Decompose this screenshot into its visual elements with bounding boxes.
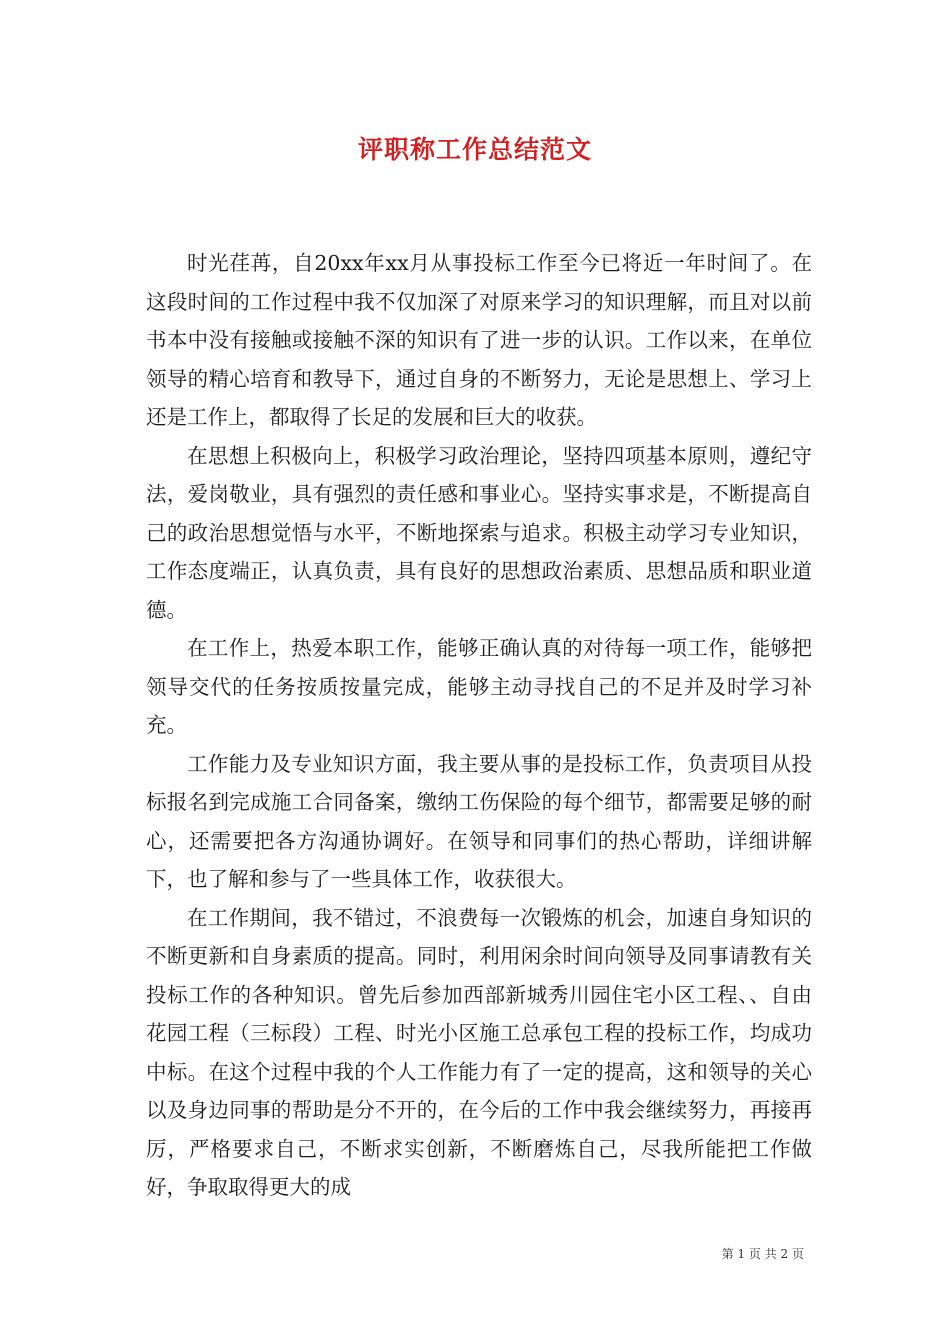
paragraph-4: 工作能力及专业知识方面，我主要从事的是投标工作，负责项目从投标报名到完成施工合同备案，缴纳工伤保险的每个细节，都需要足够的耐心，还需要把各方沟通协调好。在领导和同事们的热心帮助，详细讲解下，也了解和参与了一些具体工作，收获很大。 (146, 751, 812, 891)
paragraph-2: 在思想上积极向上，积极学习政治理论，坚持四项基本原则，遵纪守法，爱岗敬业，具有强烈的责任感和事业心。坚持实事求是，不断提高自己的政治思想觉悟与水平，不断地探索与追求。积极主动学习专业知识，工作态度端正，认真负责，具有良好的思想政治素质、思想品质和职业道德。 (146, 443, 812, 622)
paragraph-1: 时光荏苒，自20xx年xx月从事投标工作至今已将近一年时间了。在这段时间的工作过程中我不仅加深了对原来学习的知识理解，而且对以前书本中没有接触或接触不深的知识有了进一步的认识。工作以来，在单位领导的精心培育和教导下，通过自身的不断努力，无论是思想上、学习上还是工作上，都取得了长足的发展和巨大的收获。 (146, 251, 812, 429)
page-number-footer: 第 1 页 共 2 页 (721, 1247, 804, 1261)
paragraph-3: 在工作上，热爱本职工作，能够正确认真的对待每一项工作，能够把领导交代的任务按质按量完成，能够主动寻找自己的不足并及时学习补充。 (146, 636, 812, 737)
document-title: 评职称工作总结范文 (357, 135, 592, 164)
paragraph-5: 在工作期间，我不错过，不浪费每一次锻炼的机会，加速自身知识的不断更新和自身素质的提高。同时，利用闲余时间向领导及同事请教有关投标工作的各种知识。曾先后参加西部新城秀川园住宅小区工程、、自由花园工程（三标段）工程、时光小区施工总承包工程的投标工作，均成功中标。在这个过程中我的个人工作能力有了一定的提高，这和领导的关心以及身边同事的帮助是分不开的，在今后的工作中我会继续努力，再接再厉，严格要求自己，不断求实创新，不断磨炼自己，尽我所能把工作做好，争取取得更大的成 (146, 905, 812, 1199)
document-body (146, 244, 812, 1207)
